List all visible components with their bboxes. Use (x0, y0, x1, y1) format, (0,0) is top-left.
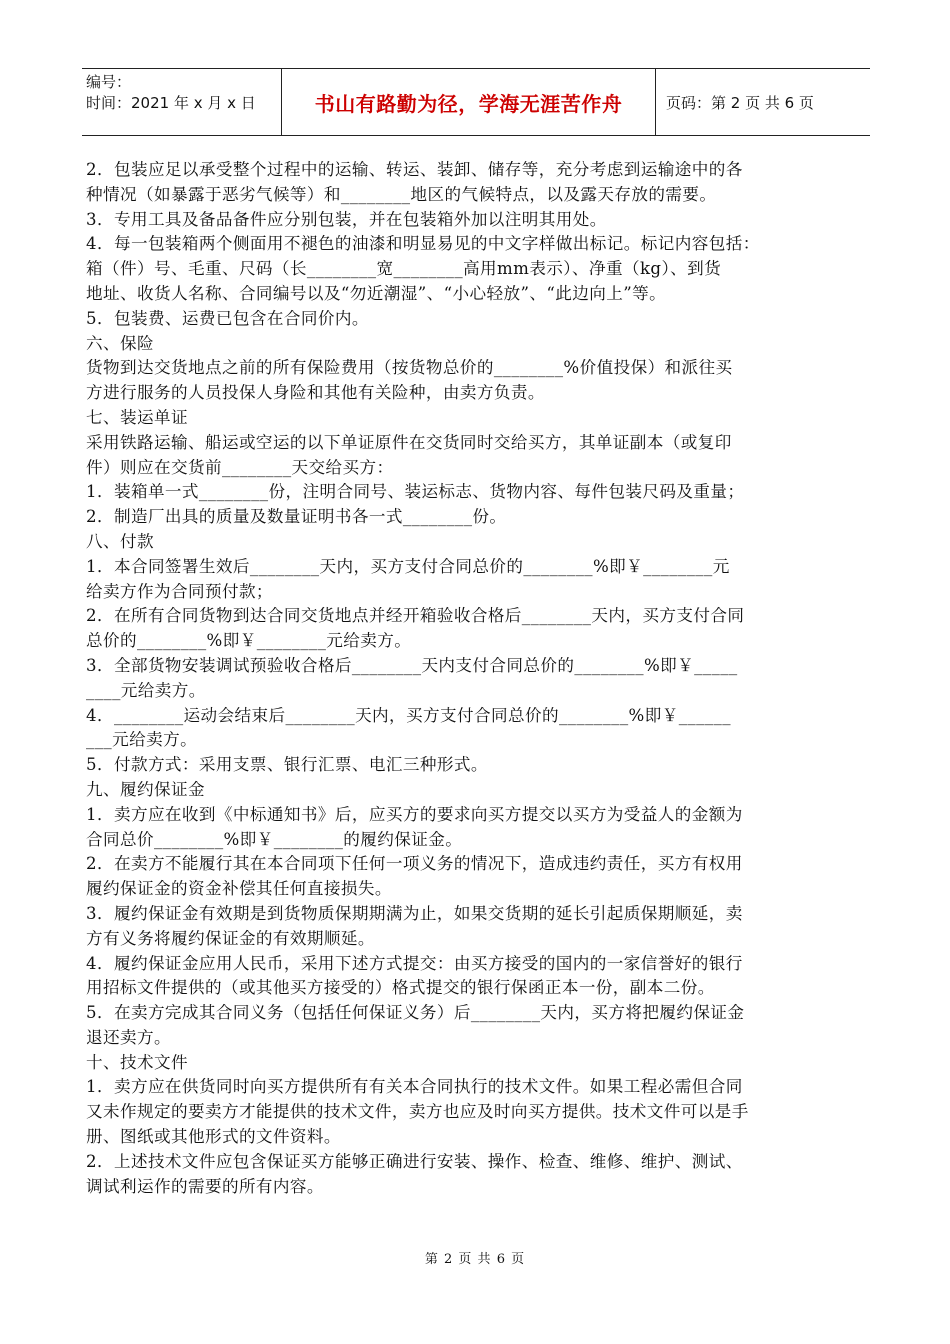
text-line: 给卖方作为合同预付款； (86, 581, 273, 601)
text-line: 九、履约保证金 (86, 779, 205, 799)
text-line: 3．全部货物安装调试预验收合格后________天内支付合同总价的________%即￥_____ (86, 655, 738, 675)
text-line: 种情况（如暴露于恶劣气候等）和________地区的气候特点，以及露天存放的需要。 (86, 184, 717, 204)
text-line: 十、技术文件 (86, 1052, 188, 1072)
text-line: 2．在所有合同货物到达合同交货地点并经开箱验收合格后________天内，买方支付合同 (86, 606, 745, 626)
text-line: 3．专用工具及备品备件应分别包装，并在包装箱外加以注明其用处。 (86, 209, 607, 229)
text-line: 3．履约保证金有效期是到货物质保期期满为止，如果交货期的延长引起质保期顺延，卖 (86, 903, 743, 923)
text-line: 又未作规定的要卖方才能提供的技术文件，卖方也应及时向买方提供。技术文件可以是手 (86, 1102, 749, 1122)
text-line: 4．履约保证金应用人民币，采用下述方式提交：由买方接受的国内的一家信誉好的银行 (86, 953, 743, 973)
header-meta (82, 69, 282, 135)
text-line: 2．包装应足以承受整个过程中的运输、转运、装卸、储存等，充分考虑到运输途中的各 (86, 160, 743, 179)
text-line: 册、图纸或其他形式的文件资料。 (86, 1127, 341, 1147)
text-line: 4．________运动会结束后________天内，买方支付合同总价的________%即￥______ (86, 705, 731, 725)
text-line: 1．本合同签署生效后________天内，买方支付合同总价的________%即￥________元 (86, 556, 730, 576)
text-line: 4．每一包装箱两个侧面用不褪色的油漆和明显易见的中文字样做出标记。标记内容包括： (86, 234, 760, 254)
text-line: ____元给卖方。 (86, 680, 206, 700)
text-line: 采用铁路运输、船运或空运的以下单证原件在交货同时交给买方，其单证副本（或复印 (86, 432, 732, 452)
text-line: 货物到达交货地点之前的所有保险费用（按货物总价的________%价值投保）和派往买 (86, 358, 733, 378)
text-line: 调试利运作的需要的所有内容。 (86, 1176, 324, 1196)
contract-body (86, 158, 858, 1199)
text-line: 5．在卖方完成其合同义务（包括任何保证义务）后________天内，买方将把履约保证金 (86, 1003, 745, 1023)
text-line: 八、付款 (86, 531, 154, 551)
text-line: 件）则应在交货前________天交给买方： (86, 457, 394, 477)
text-line: 2．上述技术文件应包含保证买方能够正确进行安装、操作、检查、维修、维护、测试、 (86, 1151, 743, 1171)
text-line: 1．装箱单一式________份，注明合同号、装运标志、货物内容、每件包装尺码及重量； (86, 482, 745, 502)
text-line: 六、保险 (86, 333, 154, 353)
text-line: ___元给卖方。 (86, 730, 198, 750)
page-header (82, 68, 870, 136)
text-line: 合同总价________%即￥________的履约保证金。 (86, 829, 463, 849)
serial-number-label: 编号： (86, 73, 132, 91)
text-line: 七、装运单证 (86, 407, 188, 427)
text-line: 1．卖方应在供货同时向买方提供所有有关本合同执行的技术文件。如果工程必需但合同 (86, 1077, 743, 1097)
text-line: 履约保证金的资金补偿其任何直接损失。 (86, 879, 392, 899)
date-label: 时间：2021 年 x 月 x 日 (86, 94, 256, 112)
header-motto: 书山有路勤为径，学海无涯苦作舟 (282, 69, 656, 135)
text-line: 1．卖方应在收到《中标通知书》后，应买方的要求向买方提交以买方为受益人的金额为 (86, 804, 743, 824)
text-line: 箱（件）号、毛重、尺码（长________宽________高用mm表示）、净重（kg）、到货 (86, 259, 722, 279)
text-line: 方进行服务的人员投保人身险和其他有关险种，由卖方负责。 (86, 383, 545, 403)
text-line: 方有义务将履约保证金的有效期顺延。 (86, 928, 375, 948)
text-line: 总价的________%即￥________元给卖方。 (86, 631, 412, 651)
text-line: 5．付款方式：采用支票、银行汇票、电汇三种形式。 (86, 755, 488, 775)
text-line: 2．在卖方不能履行其在本合同项下任何一项义务的情况下，造成违约责任，买方有权用 (86, 854, 743, 874)
text-line: 地址、收货人名称、合同编号以及“勿近潮湿”、“小心轻放”、“此边向上”等。 (86, 283, 667, 303)
text-line: 5．包装费、运费已包含在合同价内。 (86, 308, 369, 328)
text-line: 用招标文件提供的（或其他买方接受的）格式提交的银行保函正本一份，副本二份。 (86, 978, 715, 998)
page-footer: 第 2 页 共 6 页 (424, 1252, 526, 1267)
header-page-info: 页码：第 2 页 共 6 页 (666, 93, 814, 112)
text-line: 2．制造厂出具的质量及数量证明书各一式________份。 (86, 507, 507, 527)
text-line: 退还卖方。 (86, 1027, 171, 1047)
